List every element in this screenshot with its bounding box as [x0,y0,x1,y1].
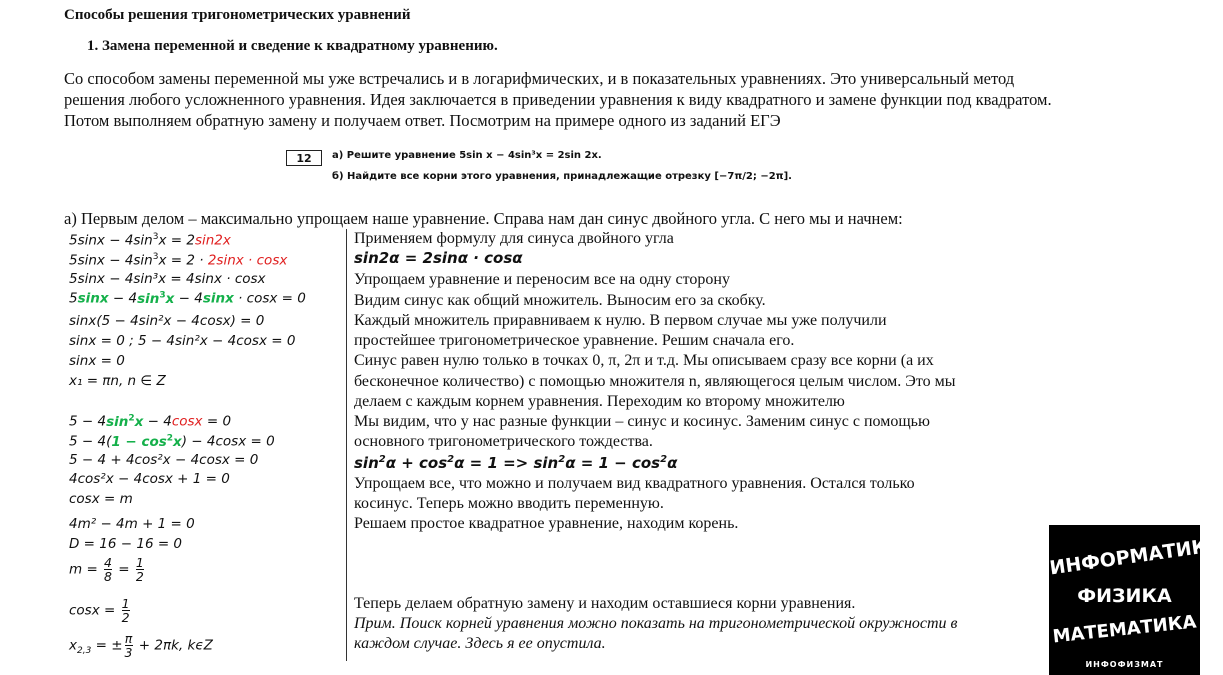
explain-3: Видим синус как общий множитель. Выносим его за скобку. [354,292,766,309]
formula-pythagorean: $\sin^2\alpha + \cos^2\alpha = 1 => \sin^2\alpha = 1 - \cos^2\alpha$ [354,454,678,472]
math-step-16: m = $\frac{4}{8}$ = $\frac{1}{2}$ [69,555,144,584]
math-step-5: sinx(5 − 4sin²x − 4cosx) = 0 [69,313,265,329]
math-step-2: $5\sin x - 4\sin^3x = 2 \cdot 2\sin x \cdot \cos x$ [69,252,288,269]
math-step-6: sinx = 0 ; 5 − 4sin²x − 4cosx = 0 [69,333,296,349]
math-step-3: 5sinx − 4sin³x = 4sinx · cosx [69,271,266,287]
note-line-2: каждом случае. Здесь я ее опустила. [354,635,606,652]
explain-13: Решаем простое квадратное уравнение, находим корень. [354,515,739,532]
infofizmat-logo [1048,525,1223,675]
explain-2: Упрощаем уравнение и переносим все на одну сторону [354,271,730,288]
task-number: 12 [286,150,322,166]
logo-line-1: ИНФОРМАТИКА [1048,533,1223,580]
task-box [286,145,826,190]
explain-12: косинус. Теперь можно вводить переменную. [354,495,664,512]
page-title: Способы решения тригонометрических уравнений [64,7,411,23]
math-step-10: $5 - 4(1 - \cos^2x) - 4\cos x = 0$ [69,433,275,450]
math-step-17: cosx = $\frac{1}{2}$ [69,596,130,625]
solution-intro: а) Первым делом – максимально упрощаем наше уравнение. Справа нам дан синус двойного угла. С него мы и начнем: [64,209,903,228]
logo-line-3: МАТЕМАТИКА [1051,611,1198,648]
note-line-1: Прим. Поиск корней уравнения можно показать на тригонометрической окружности в [354,615,958,632]
section-title: 1. Замена переменной и сведение к квадратному уравнению. [87,38,498,54]
math-step-8: x₁ = πn, n ∈ Z [69,373,166,389]
formula-double-angle: sin2α = 2sinα · cosα [354,249,523,267]
math-step-1: $5\sin x - 4\sin^3x = 2\sin 2x$ [69,232,231,249]
explain-14: Теперь делаем обратную замену и находим оставшиеся корни уравнения. [354,595,856,612]
math-step-11: 5 − 4 + 4cos²x − 4cosx = 0 [69,452,259,468]
task-part-a: а) Решите уравнение 5sin x − 4sin³x = 2sin 2x. [332,150,602,161]
math-step-12: 4cos²x − 4cosx + 1 = 0 [69,471,230,487]
explain-5: простейшее тригонометрическое уравнение. Решим сначала его. [354,332,795,349]
explain-9: Мы видим, что у нас разные функции – синус и косинус. Заменим синус с помощью [354,413,930,430]
math-step-7: sinx = 0 [69,353,125,369]
math-step-4: $5\sin x - 4\sin^3x - 4\sin x \cdot \cos x = 0$ [69,290,306,307]
logo-line-4: ИНФОФИЗМАТ [1085,660,1164,669]
math-step-13: cosx = m [69,491,133,507]
explain-10: основного тригонометрического тождества. [354,433,653,450]
intro-paragraph: Со способом замены переменной мы уже встречались и в логарифмических, и в показательных уравнениях. Это универсальный метод решения любого усложненного уравнения. Идея заключается в приведении уравнения к виду квадратного и замене функции под квадратом. Потом выполняем обратную замену и получаем ответ. Посмотрим на примере одного из заданий ЕГЭ [64,69,1052,130]
math-step-9: $5 - 4\sin^2x - 4\cos x = 0$ [69,413,232,430]
math-step-15: D = 16 − 16 = 0 [69,536,183,552]
explain-7: бесконечное количество) с помощью множителя n, являющегося целым числом. Это мы [354,373,956,390]
explain-6: Синус равен нулю только в точках 0, π, 2π и т.д. Мы описываем сразу все корни (а их [354,352,934,369]
logo-line-2: ФИЗИКА [1077,585,1172,607]
explain-4: Каждый множитель приравниваем к нулю. В первом случае мы уже получили [354,312,887,329]
task-part-b: б) Найдите все корни этого уравнения, принадлежащие отрезку [−7π/2; −2π]. [332,171,792,182]
math-step-14: 4m² − 4m + 1 = 0 [69,516,195,532]
explain-11: Упрощаем все, что можно и получаем вид квадратного уравнения. Остался только [354,475,915,492]
explain-8: делаем с каждым корнем уравнения. Переходим ко второму множителю [354,393,845,410]
math-step-18: $x_{2,3}$ = ± $\frac{\pi}{3}$ + 2πk, kϵZ [69,631,213,660]
explain-1: Применяем формулу для синуса двойного угла [354,230,674,247]
column-divider [346,229,347,661]
